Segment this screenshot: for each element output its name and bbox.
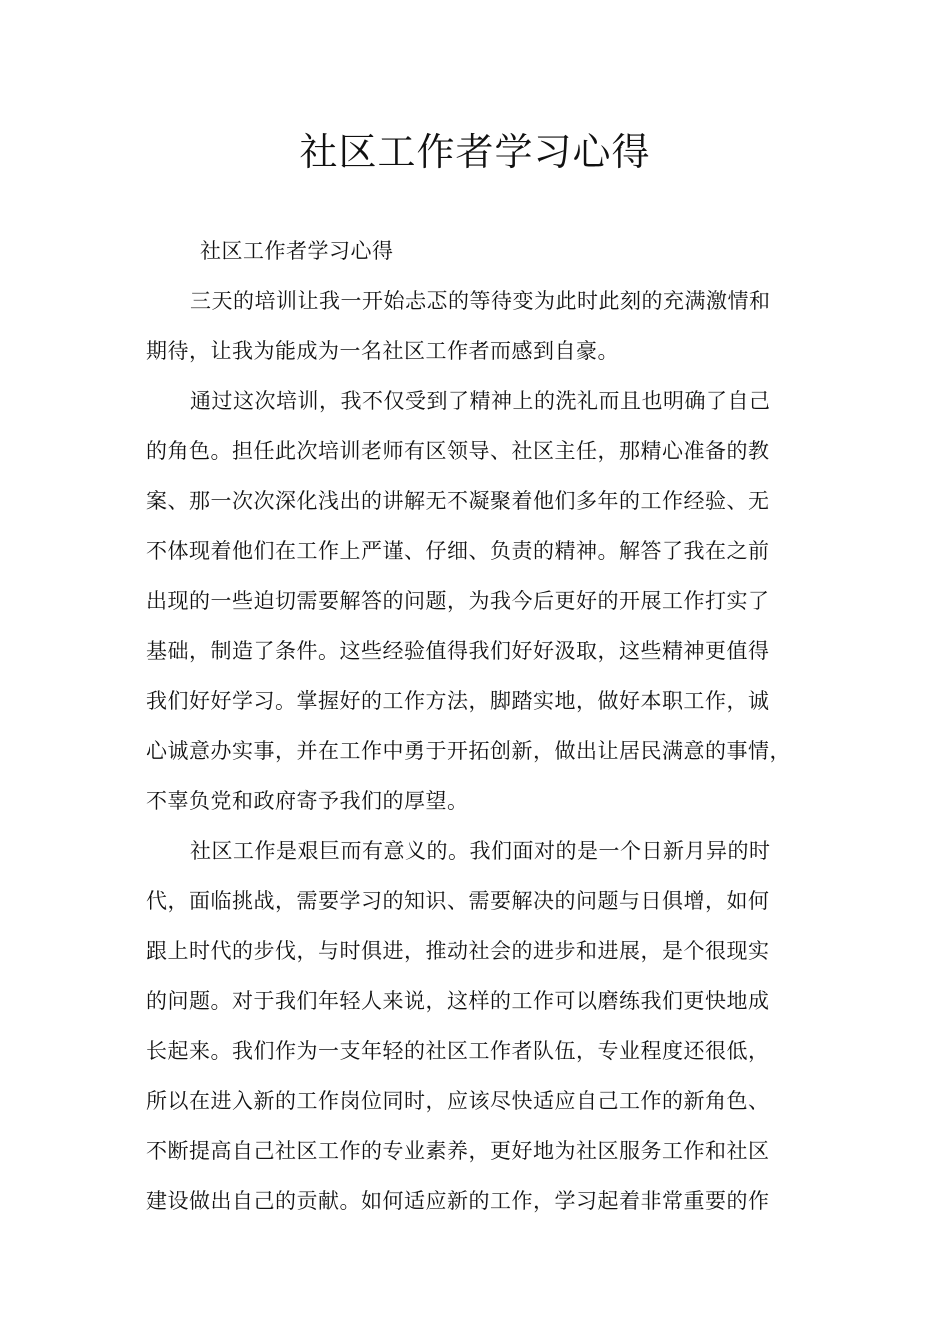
paragraph-line: 长起来。我们作为一支年轻的社区工作者队伍，专业程度还很低， [146, 1039, 770, 1063]
paragraph-line: 跟上时代的步伐，与时俱进，推动社会的进步和进展，是个很现实 [146, 939, 770, 963]
paragraph-line: 心诚意办实事，并在工作中勇于开拓创新，做出让居民满意的事情， [146, 739, 791, 763]
paragraph-line: 社区工作是艰巨而有意义的。我们面对的是一个日新月异的时 [190, 839, 771, 863]
paragraph-line: 不断提高自己社区工作的专业素养，更好地为社区服务工作和社区 [146, 1139, 770, 1163]
document-title: 社区工作者学习心得 [299, 130, 651, 174]
paragraph-line: 的角色。担任此次培训老师有区领导、社区主任，那精心准备的教 [146, 439, 770, 463]
paragraph-line: 出现的一些迫切需要解答的问题，为我今后更好的开展工作打实了 [146, 589, 770, 613]
paragraph-line: 不体现着他们在工作上严谨、仔细、负责的精神。解答了我在之前 [146, 539, 770, 563]
paragraph-line: 期待，让我为能成为一名社区工作者而感到自豪。 [146, 339, 619, 363]
paragraph-line: 不辜负党和政府寄予我们的厚望。 [146, 789, 469, 813]
paragraph-line: 建设做出自己的贡献。如何适应新的工作，学习起着非常重要的作 [146, 1189, 770, 1213]
paragraph-line: 三天的培训让我一开始忐忑的等待变为此时此刻的充满激情和 [190, 289, 771, 313]
paragraph-line: 基础，制造了条件。这些经验值得我们好好汲取，这些精神更值得 [146, 639, 770, 663]
paragraph-line: 我们好好学习。掌握好的工作方法，脚踏实地，做好本职工作，诚 [146, 689, 770, 713]
paragraph-line: 所以在进入新的工作岗位同时，应该尽快适应自己工作的新角色、 [146, 1089, 770, 1113]
paragraph-line: 通过这次培训，我不仅受到了精神上的洗礼而且也明确了自己 [190, 389, 771, 413]
paragraph-line: 代，面临挑战，需要学习的知识、需要解决的问题与日俱增，如何 [146, 889, 770, 913]
paragraph-line: 的问题。对于我们年轻人来说，这样的工作可以磨练我们更快地成 [146, 989, 770, 1013]
document-subtitle: 社区工作者学习心得 [200, 239, 394, 263]
paragraph-line: 案、那一次次深化浅出的讲解无不凝聚着他们多年的工作经验、无 [146, 489, 770, 513]
